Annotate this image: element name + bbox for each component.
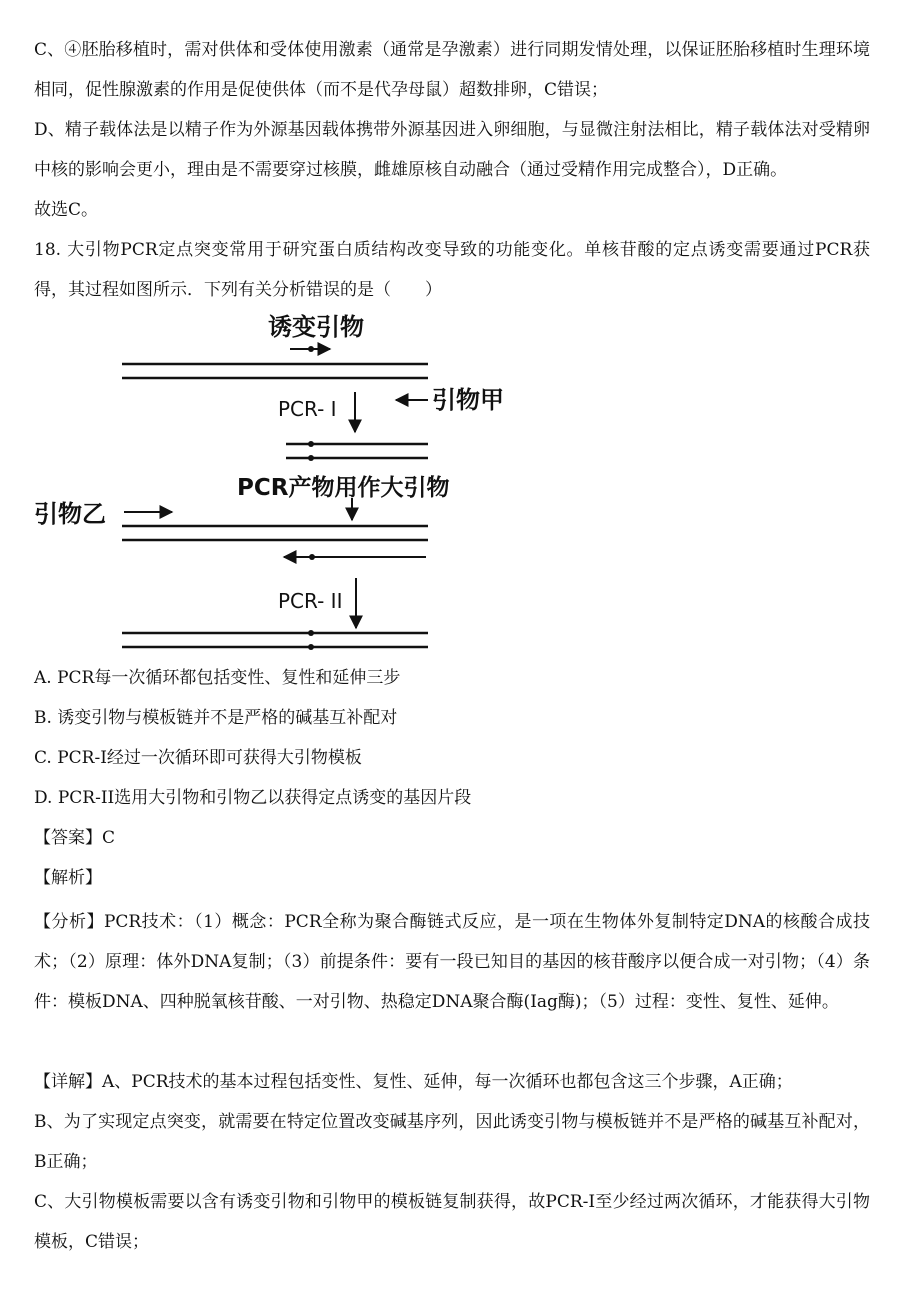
large-primer-strand xyxy=(284,554,426,560)
pcr1-product xyxy=(286,441,428,461)
large-primer-caption: PCR产物用作大引物 xyxy=(237,475,450,501)
pcr-mutagenesis-diagram xyxy=(0,300,560,670)
answer-line: 【答案】C xyxy=(34,828,116,848)
detail-b: B、为了实现定点突变，就需要在特定位置改变碱基序列，因此诱变引物与模板链并不是严格的碱基互补配对，B正确； xyxy=(34,1112,870,1172)
prev-item-d: D、精子载体法是以精子作为外源基因载体携带外源基因进入卵细胞，与显微注射法相比，精子载体法对受精卵中核的影响会更小，理由是不需要穿过核膜，雌雄原核自动融合（通过受精作用完成整合），D正确。 xyxy=(34,120,870,180)
primer-yi-label: 引物乙 xyxy=(34,500,106,528)
option-b: B. 诱变引物与模板链并不是严格的碱基互补配对 xyxy=(34,708,398,728)
option-a: A. PCR每一次循环都包括变性、复性和延伸三步 xyxy=(34,668,401,688)
analysis-fenxi: 【分析】PCR技术：（1）概念：PCR全称为聚合酶链式反应，是一项在生物体外复制特定DNA的核酸合成技术；（2）原理：体外DNA复制；（3）前提条件：要有一段已知目的基因的核苷酸序以便合成一对引物；（4）条件：模板DNA、四种脱氧核苷酸、一对引物、热稳定DNA聚合酶(Iag酶)；（5）过程：变性、复性、延伸。 xyxy=(34,912,870,1012)
mutagenic-primer-label: 诱变引物 xyxy=(268,313,364,341)
mutagenic-primer-arrow xyxy=(290,346,330,352)
pcr2-label: PCR- II xyxy=(278,589,343,613)
detail-a: 【详解】A、PCR技术的基本过程包括变性、复性、延伸，每一次循环也都包含这三个步骤，A正确； xyxy=(34,1072,793,1092)
analysis-heading: 【解析】 xyxy=(34,868,102,888)
option-c: C. PCR-I经过一次循环即可获得大引物模板 xyxy=(34,748,362,768)
detail-c: C、大引物模板需要以含有诱变引物和引物甲的模板链复制获得，故PCR-I至少经过两次循环，才能获得大引物模板，C错误； xyxy=(34,1192,870,1252)
pcr1-label: PCR- I xyxy=(278,397,337,421)
template-dna-duplex-2 xyxy=(122,526,428,540)
prev-item-c: C、④胚胎移植时，需对供体和受体使用激素（通常是孕激素）进行同期发情处理，以保证胚胎移植时生理环境相同，促性腺激素的作用是促使供体（而不是代孕母鼠）超数排卵，C错误； xyxy=(34,40,870,100)
question-stem: 18. 大引物PCR定点突变常用于研究蛋白质结构改变导致的功能变化。单核苷酸的定点诱变需要通过PCR获得，其过程如图所示．下列有关分析错误的是（ ） xyxy=(34,240,870,300)
mutated-gene-fragment xyxy=(122,630,428,650)
template-dna-duplex xyxy=(122,364,428,378)
option-d: D. PCR-II选用大引物和引物乙以获得定点诱变的基因片段 xyxy=(34,788,472,808)
primer-jia-label: 引物甲 xyxy=(432,386,504,414)
prev-conclusion: 故选C。 xyxy=(34,200,99,220)
